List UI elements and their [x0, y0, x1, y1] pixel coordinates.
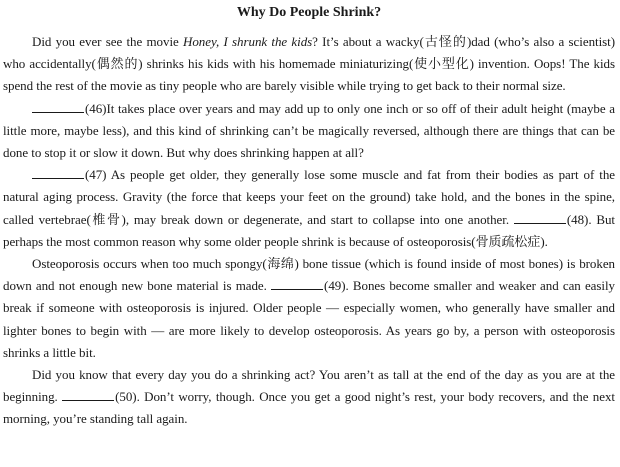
paragraph-text: (50). Don’t worry, though. Once you get a good night’s rest, your body recovers, and the next morning, you’re standing tall again.: [3, 389, 615, 427]
paragraph-1: [3, 31, 615, 98]
answer-blank: [271, 278, 323, 290]
paragraph-text: (48). But perhaps the most common reason why some older people shrink is because of osteoporosis(骨质疏松症).: [3, 211, 615, 249]
page-title: Why Do People Shrink?: [236, 5, 382, 20]
paragraph-text: (47) As people get older, they generally lose some muscle and fat from their bodies as part of the natural aging process. Gravity (the force that keeps your feet on the ground) take hold, and the bones in the spine, called vertebrae(椎骨), may break down or degenerate, and start to collapse into one another.: [3, 167, 615, 227]
paragraph-text: Did you know that every day you do a shrinking act? You aren’t as tall at the end of the day as you are at the beginning.: [3, 367, 615, 405]
paragraph-2: [3, 98, 615, 165]
movie-title-italic: Honey, I shrunk the kids: [183, 34, 313, 49]
answer-blank: [32, 167, 84, 179]
article-body: [3, 31, 615, 431]
answer-blank: [514, 212, 566, 224]
answer-blank: [62, 389, 114, 401]
paragraph-text: ? It’s about a wacky(古怪的)dad (who’s also a scientist) who accidentally(偶然的) shrinks his kids with his homemade miniaturizing(使小型化) invention. Oops! The kids spend the rest of the movie as tiny people who are barely visible while trying to get back to their normal size.: [3, 34, 615, 94]
paragraph-3: [3, 164, 615, 253]
paragraph-4: [3, 253, 615, 364]
paragraph-text: (46)It takes place over years and may add up to only one inch or so off of their adult height (maybe a little more, maybe less), and this kind of shrinking can’t be magically reversed, although there are things that can be done to stop it or slow it down. But why does shrinking happen at all?: [3, 100, 615, 161]
paragraph-text: Did you ever see the movie: [32, 34, 184, 49]
paragraph-text: (49). Bones become smaller and weaker and can easily break if someone with osteoporosis is injured. Older people — especially women, who generally have smaller and lighter bones to begin with — are more likely to develop osteoporosis. As years go by, a person with osteoporosis shrinks a little bit.: [3, 278, 615, 360]
paragraph-text: Osteoporosis occurs when too much spongy(海绵) bone tissue (which is found inside of most bones) is broken down and not enough new bone material is made.: [3, 256, 615, 294]
paragraph-5: [3, 364, 615, 431]
answer-blank: [32, 101, 84, 113]
